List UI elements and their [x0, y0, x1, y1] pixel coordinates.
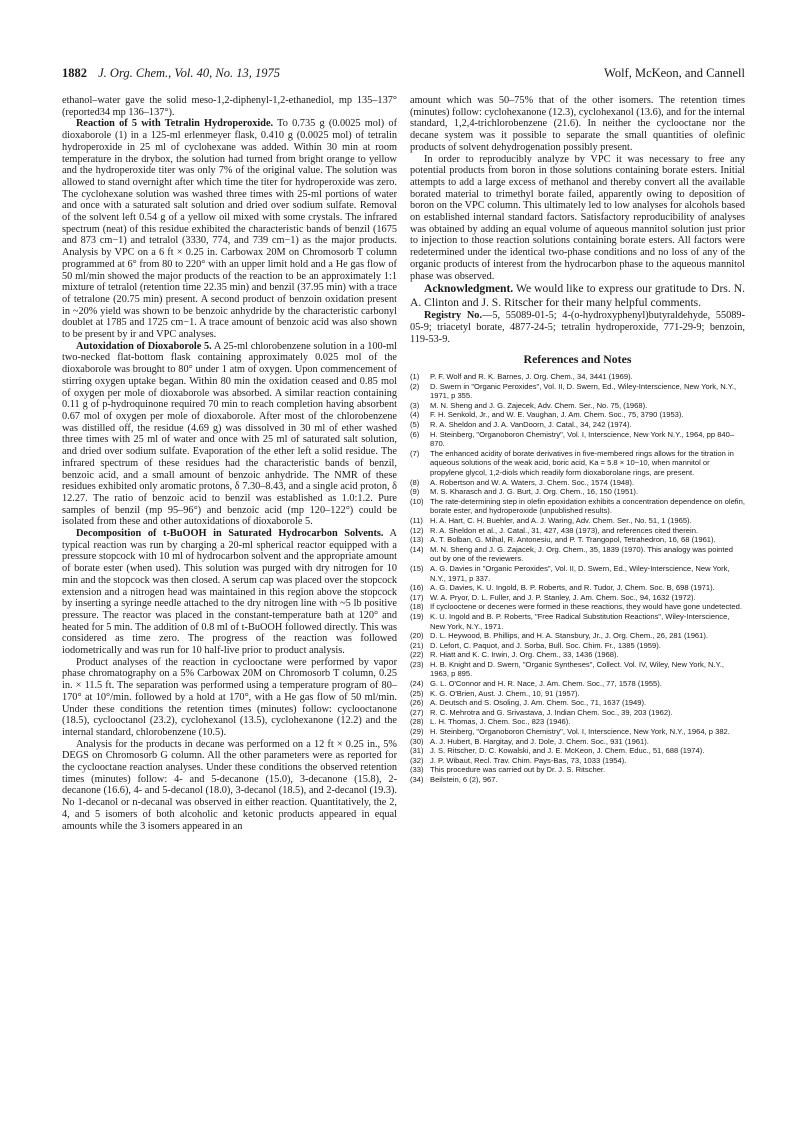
reference-number: (9): [410, 487, 420, 497]
journal-citation: J. Org. Chem., Vol. 40, No. 13, 1975: [98, 66, 280, 80]
reference-number: (25): [410, 688, 424, 698]
reference-item: [410, 612, 745, 631]
paragraph-text: A 25-ml chlorobenzene solution in a 100-ml two-necked flat-bottom flask containing approximately 0.025 mol of the dioxaborole was brought to 80° under 1 atm of oxygen. Upon commencement of stirring oxygen uptake began. Within 80 min the oxidation ceased and 0.85 mol of oxygen per mole of dioxaborole was absorbed. A similar reaction containing 0.11 g of p-hydroquinone required 70 min to reach completion having absorbent 0.67 mol of oxygen per mole of dioxaborole. After most of the chlorobenzene was distilled off, the residue (4.69 g) was dissolved in 30 ml of ether washed three times with 25 ml of water and once with 25 ml of saturated salt solution, and dried over sodium sulfate. Evaporation of the ether left a solid residue. The infrared spectrum of these residues had the characteristic bands of benzil, benzoic acid, and a small amount of benzoic anhydride. The NMR of these residues exhibited only aromatic protons, δ 7.30–8.43, and a single acid proton, δ 12.27. The ratio of benzoic acid to benzil was established as 1.0:1.2. Pure samples of benzil (mp 95–96°) and benzoic acid (mp 120–122°) could be isolated from these and other autoxidations of dioxaborole 5.: [62, 340, 397, 528]
reference-text: R. C. Mehrotra and G. Srivastava, J. Indian Chem. Soc., 39, 203 (1962).: [430, 707, 673, 717]
reference-text: H. Steinberg, "Organoboron Chemistry", Vol. I, Interscience, New York N.Y., 1964, pp 840–870.: [430, 429, 735, 449]
reference-item: [410, 516, 745, 526]
reference-number: (5): [410, 420, 420, 430]
reference-number: (28): [410, 717, 424, 727]
reference-number: (16): [410, 583, 424, 593]
reference-item: [410, 449, 745, 478]
reference-item: [410, 535, 745, 545]
paragraph: Analysis for the products in decane was performed on a 12 ft × 0.25 in., 5% DEGS on Chromosorb G column. All the other parameters were as reported for the cyclooctane reaction analyses. Under these conditions the observed retention times (minutes) follow: 4- and 5-decanone (15.0), 3-decanone (15.8), 2-decanone (16.6), 4- and 5-decanol (18.0), 3-decanol (18.5), and 2-decanol (19.3). No 1-decanol or n-decanal was observed in either reaction. Quantitatively, the 2, 4, and 5 isomers of both alcoholic and ketonic products appeared in equal amounts while the 3 isomers appeared in an: [62, 738, 397, 832]
reference-text: If cyclooctene or decenes were formed in these reactions, they would have gone undetected.: [430, 602, 742, 612]
registry-label: Registry No.: [424, 310, 483, 322]
reference-text: A. G. Davies in "Organic Peroxides", Vol. II, D. Swern, Ed., Wiley-Interscience, New York, N.Y., 1971, p 337.: [430, 563, 730, 583]
reference-number: (22): [410, 650, 424, 660]
reference-number: (26): [410, 698, 424, 708]
reference-item: [410, 497, 745, 516]
header-left: [62, 66, 280, 81]
reference-number: (21): [410, 640, 424, 650]
acknowledgment-label: Acknowledgment.: [424, 282, 514, 296]
header-authors: Wolf, McKeon, and Cannell: [604, 66, 745, 80]
reference-text: G. L. O'Connor and H. R. Nace, J. Am. Chem. Soc., 77, 1578 (1955).: [430, 679, 662, 689]
references-list: [410, 372, 745, 785]
paragraph: Product analyses of the reaction in cyclooctane were performed by vapor phase chromatography on a 5% Carbowax 20M on Chromosorb T column, 0.25 in. × 11.5 ft. The separation was performed using a temperature program of 80–170° at 10°/min. followed by a hold at 170°, with a He gas flow of 50 ml/min. Under these conditions the retention times (minutes) follow: cyclooctanone (18.5), cyclooctanol (23.2), cyclohexanol (13.5), cyclohexanone (12.2) and the internal standard, chlorobenzene (10.5).: [62, 656, 397, 738]
reference-item: [410, 765, 745, 775]
paragraph-text: To 0.735 g (0.0025 mol) of dioxaborole (1) in a 125-ml erlenmeyer flask, 0.410 g (0.0025 mol) of tetralin hydroperoxide in 25 ml of cyclohexane was added. Within 30 min at room temperature in the drybox, the solution had turned from bright orange to yellow and the hydroperoxide titer was only 7% of the original value. The solution was allowed to stand overnight after which time the titer for hydroperoxide was zero. The cyclohexane solution was washed three times with 25-ml portions of water and once with a saturated salt solution and dried over sodium sulfate. Removal of the solvent left 0.54 g of a yellow oil mixed with some crystals. The infrared spectrum (neat) of this residue exhibited the characteristic bands of benzil (1675 and 873 cm−1) and tetralol (3330, 774, and 739 cm−1) as the major products. Analysis by VPC on a 6 ft × 0.25 in. Carbowax 20M on Chromosorb T column programmed at 6° from 80 to 220° with an upper limit hold and a He gas flow of 50 ml/min showed the major products of the reaction to be an approximately 1:1 mixture of tetralol (retention time 22.35 min) and benzil (37.95 min) with a trace of tetralone (20.75 min) present. A second product of benzoin oxidation present in ~20% yield was shown to be benzoic anhydride by the characteristic carbonyl doublet at 1785 and 1725 cm−1. A trace amount of benzoic acid was also shown to be present by ir and VPC analyses.: [62, 118, 397, 341]
reference-text: R. A. Sheldon and J. A. VanDoorn, J. Catal., 34, 242 (1974).: [430, 420, 632, 430]
paragraph-text: A typical reaction was run by charging a 20-ml spherical reactor equipped with a pressure stopcock with 10 ml of hydrocarbon solvent and the appropriate amount of borate ester (when used). This solution was purged with dry nitrogen for 10 min and the stopcock was then closed. A serum cap was placed over the stopcock extension and a nitrogen head was maintained in this region above the stopcock by inserting a syringe needle attached to the dry nitrogen line with ~5 lb positive pressure. The reactor was placed in the constant-temperature bath at 120° and heated for 5 min. The addition of 0.8 ml of t-BuOOH followed directly. This was considered as time zero. The progress of the reaction was followed iodometrically and was run for 10 half-live prior to product analysis.: [62, 528, 397, 657]
reference-number: (19): [410, 611, 424, 621]
reference-text: A. T. Bolban, G. Mihal, R. Antonesiu, and P. T. Trangopol, Tetrahedron, 16, 68 (1961).: [430, 535, 716, 545]
reference-text: R. A. Sheldon et al., J. Catal., 31, 427, 438 (1973), and references cited therein.: [430, 525, 699, 535]
reference-text: J. S. Ritscher, D. C. Kowalski, and J. E. McKeon, J. Chem. Educ., 51, 688 (1974).: [430, 746, 705, 756]
reference-item: [410, 689, 745, 699]
reference-number: (14): [410, 544, 424, 554]
reference-item: [410, 746, 745, 756]
reference-item: [410, 679, 745, 689]
reference-text: M. N. Sheng and J. G. Zajecek, Adv. Chem. Ser., No. 75, (1968).: [430, 400, 648, 410]
right-column: [410, 95, 745, 1100]
page-header: [62, 66, 745, 82]
reference-number: (30): [410, 736, 424, 746]
reference-number: (2): [410, 381, 420, 391]
reference-number: (23): [410, 659, 424, 669]
acknowledgment-text: We would like to express our gratitude to Drs. N. A. Clinton and J. S. Ritscher for their many helpful comments.: [410, 282, 745, 310]
section-heading: Decomposition of t-BuOOH in Saturated Hydrocarbon Solvents.: [76, 528, 384, 540]
reference-number: (13): [410, 535, 424, 545]
reference-number: (8): [410, 477, 420, 487]
reference-text: D. Lefort, C. Paquot, and J. Sorba, Bull. Soc. Chim. Fr., 1385 (1959).: [430, 640, 661, 650]
reference-item: [410, 564, 745, 583]
paragraph: ethanol–water gave the solid meso-1,2-diphenyl-1,2-ethanediol, mp 135–137° (reported34 mp 136–137°).: [62, 95, 397, 118]
reference-item: [410, 775, 745, 785]
paragraph: [62, 528, 397, 657]
reference-number: (10): [410, 496, 424, 506]
reference-text: D. Swern in "Organic Peroxides", Vol. II, D. Swern, Ed., Wiley-Interscience, New York, N.Y., 1971, p 355.: [430, 381, 737, 401]
section-heading: Reaction of 5 with Tetralin Hydroperoxide.: [76, 118, 274, 130]
reference-number: (29): [410, 727, 424, 737]
reference-number: (12): [410, 525, 424, 535]
reference-text: This procedure was carried out by Dr. J. S. Ritscher.: [430, 765, 606, 775]
reference-item: [410, 410, 745, 420]
reference-item: [410, 756, 745, 766]
reference-text: Beilstein, 6 (2), 967.: [430, 775, 498, 784]
reference-text: L. H. Thomas, J. Chem. Soc., 823 (1946).: [430, 717, 571, 727]
reference-number: (18): [410, 602, 424, 612]
reference-number: (32): [410, 755, 424, 765]
reference-number: (3): [410, 400, 420, 410]
reference-text: W. A. Pryor, D. L. Fuller, and J. P. Stanley, J. Am. Chem. Soc., 94, 1632 (1972).: [430, 592, 696, 602]
reference-number: (4): [410, 410, 420, 420]
reference-text: K. U. Ingold and B. P. Roberts, "Free Radical Substitution Reactions", Wiley-Interscience, New York, N.Y., 1971.: [430, 611, 730, 631]
reference-text: M. N. Sheng and J. G. Zajacek, J. Org. Chem., 35, 1839 (1970). This analogy was pointed out by one of the reviewers.: [430, 544, 733, 564]
reference-number: (17): [410, 592, 424, 602]
section-heading: Autoxidation of Dioxaborole 5.: [76, 340, 212, 352]
paragraph: [62, 118, 397, 340]
reference-text: A. J. Hubert, B. Hargitay, and J. Dole, J. Chem. Soc., 931 (1961).: [430, 736, 649, 746]
reference-item: [410, 372, 745, 382]
reference-item: [410, 487, 745, 497]
reference-item: [410, 717, 745, 727]
reference-item: [410, 660, 745, 679]
reference-text: A. Deutsch and S. Osoling, J. Am. Chem. Soc., 71, 1637 (1949).: [430, 698, 647, 708]
left-column: [62, 95, 397, 1100]
reference-number: (33): [410, 765, 424, 775]
reference-number: (34): [410, 775, 424, 784]
reference-number: (24): [410, 679, 424, 689]
reference-text: D. L. Heywood, B. Phillips, and H. A. Stansbury, Jr., J. Org. Chem., 26, 281 (1961).: [430, 631, 709, 641]
reference-text: H. Steinberg, "Organoboron Chemistry", Vol. I, Interscience, New York, N.Y., 1964, p 382.: [430, 727, 730, 737]
acknowledgment: [410, 282, 745, 310]
reference-number: (11): [410, 515, 423, 525]
reference-number: (1): [410, 372, 420, 382]
reference-item: [410, 478, 745, 488]
reference-number: (20): [410, 631, 424, 641]
registry-numbers: [410, 310, 745, 345]
reference-text: The enhanced acidity of borate derivatives in five-membered rings allows for the titration in aqueous solutions of the weak acid, boric acid, Ka = 5.8 × 10−10, when mannitol or propylene glycol, 1,2-diols which readily form dioxaborolane rings, are present.: [430, 448, 734, 477]
reference-item: [410, 583, 745, 593]
reference-item: [410, 698, 745, 708]
paragraph: amount which was 50–75% that of the other isomers. The retention times (minutes) follow: cyclohexanone (12.3), cyclohexanol (13.6), and for the internal standard, 1,2,4-trichlorobenzene (21.6). In neither the cyclooctane nor the decane system was it possible to separate the small quantities of olefinic products of solvent dehydrogenation possibly present.: [410, 95, 745, 153]
reference-text: A. Robertson and W. A. Waters, J. Chem. Soc., 1574 (1948).: [430, 477, 634, 487]
reference-text: J. P. Wibaut, Recl. Trav. Chim. Pays-Bas, 73, 1033 (1954).: [430, 755, 627, 765]
reference-text: M. S. Kharasch and J. G. Burt, J. Org. Chem., 16, 150 (1951).: [430, 487, 639, 497]
page-number: 1882: [62, 66, 87, 80]
reference-number: (31): [410, 746, 424, 756]
reference-text: The rate-determining step in olefin epoxidation exhibits a concentration dependence on olefin, borate ester, and hydroperoxide (unpublished results).: [430, 496, 745, 516]
references-heading: References and Notes: [523, 352, 632, 367]
reference-item: [410, 631, 745, 641]
reference-item: [410, 708, 745, 718]
reference-item: [410, 382, 745, 401]
reference-number: (15): [410, 563, 424, 573]
reference-text: H. A. Hart, C. H. Buehler, and A. J. Waring, Adv. Chem. Ser., No. 51, 1 (1965).: [430, 515, 692, 525]
paragraph: [62, 341, 397, 528]
reference-number: (7): [410, 448, 420, 458]
reference-text: H. B. Knight and D. Swern, "Organic Syntheses", Collect. Vol. IV, Wiley, New York, N.Y., 1963, p 895.: [430, 659, 724, 679]
reference-item: [410, 430, 745, 449]
reference-item: [410, 641, 745, 651]
reference-item: [410, 420, 745, 430]
reference-text: K. G. O'Brien, Aust. J. Chem., 10, 91 (1957).: [430, 688, 580, 698]
reference-item: [410, 737, 745, 747]
registry-text: —5, 55089-01-5; 4-(o-hydroxyphenyl)butyraldehyde, 55089-05-9; triacetyl borate, 4877-24-5; tetralin hydroperoxide, 771-29-9; benzoin, 119-53-9.: [410, 310, 745, 345]
reference-number: (6): [410, 429, 420, 439]
reference-item: [410, 526, 745, 536]
reference-item: [410, 401, 745, 411]
reference-item: [410, 650, 745, 660]
reference-text: A. G. Davies, K. U. Ingold, B. P. Roberts, and R. Tudor, J. Chem. Soc. B, 698 (1971).: [430, 583, 715, 593]
reference-number: (27): [410, 707, 424, 717]
reference-item: [410, 593, 745, 603]
paragraph: In order to reproducibly analyze by VPC it was necessary to free any potential products from boron in those solutions containing borate esters. Initial attempts to add a large excess of methanol and thereby convert all the available borated material to trimethyl borate failed, apparently owing to deposition of boron on the VPC column. This ultimately led to low analyses for alcohols based on established internal standard factors. Satisfactory reproducibility of analyses was obtained by adding an equal volume of aqueous mannitol solution just prior to injection to those reaction solutions containing borate esters. All factors were redetermined under the identical two-phase conditions and no loss of any of the organic products of interest from the hydrocarbon phase to the aqueous mannitol phase was observed.: [410, 153, 745, 282]
reference-item: [410, 602, 745, 612]
reference-item: [410, 545, 745, 564]
reference-text: R. Hiatt and K. C. Irwin, J. Org. Chem., 33, 1436 (1968).: [430, 650, 619, 660]
reference-text: F. H. Senkold, Jr., and W. E. Vaughan, J. Am. Chem. Soc., 75, 3790 (1953).: [430, 410, 684, 420]
reference-text: P. F. Wolf and R. K. Barnes, J. Org. Chem., 34, 3441 (1969).: [430, 372, 633, 382]
reference-item: [410, 727, 745, 737]
